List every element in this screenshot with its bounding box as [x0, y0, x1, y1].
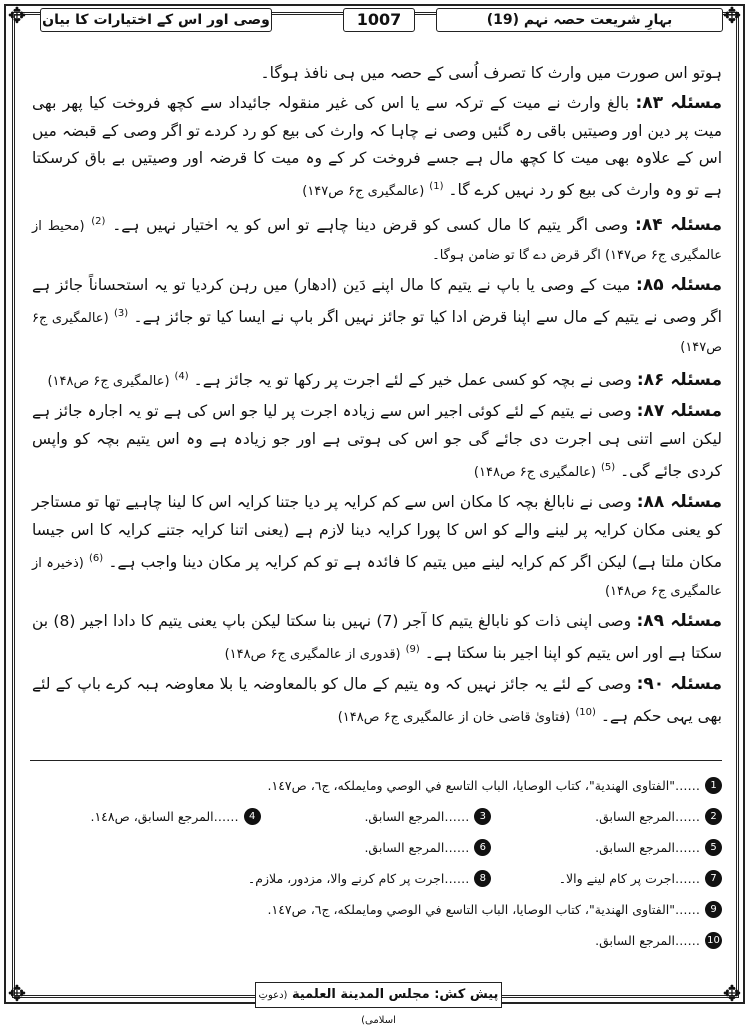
footnote-number[interactable]: 6: [474, 839, 491, 856]
footnote-number[interactable]: 3: [474, 808, 491, 825]
footnote-text: ……المرجع السابق.: [364, 840, 470, 855]
masala-paragraph: [32, 671, 722, 732]
masala-label: مسئلہ ۸۴:: [635, 215, 722, 236]
masala-text: وصی اگر یتیم کا مال کسی کو قرض دینا چاہے تو اس کو یہ اختیار نہیں ہے۔: [112, 216, 629, 235]
masala-paragraph: [32, 398, 722, 487]
paragraph-text: ہوتو اس صورت میں وارث کا تصرف اُسی کے حصہ میں ہی نافذ ہوگا۔: [260, 64, 722, 82]
footer-title: مجلس المدینة العلمیة: [291, 987, 430, 1002]
footnote-item: [491, 870, 722, 887]
footnote-text: ……المرجع السابق.: [595, 840, 700, 855]
page-number: 1007: [343, 8, 415, 32]
masala-text: بالغ وارث نے میت کے ترکہ سے یا اس کی غیر منقولہ جائیداد سے کچھ فروخت کیا پھر بھی میت پر دین اور وصیتیں باقی رہ گئیں وصی نے چاہا کہ وارث کی بیع کو رد کردے تو اگر وصی کے قبضہ میں اس کے علاوہ بھی میت کا کچھ مال ہے جسے فروخت کر کے وہ میت کا قرضہ اور وصیتیں بے باق کرسکتا ہے تو وہ وارث کی بیع کو رد نہیں کرے گا۔: [32, 93, 722, 200]
footnote-row: [30, 925, 722, 956]
reference: (فتاویٰ قاضی خان از عالمگیری ج۶ ص۱۴۸): [337, 709, 571, 725]
masala-paragraph: [32, 608, 722, 669]
footnote-number[interactable]: 10: [705, 932, 722, 949]
reference: (ذخیرہ از عالمگیری ج۶ ص۱۴۸): [32, 555, 722, 600]
reference: (قدوری از عالمگیری ج۶ ص۱۴۸): [224, 647, 401, 663]
footnote-text: ……اجرت پر کام لینے والا۔: [558, 871, 700, 886]
masala-text: وصی نے بچہ کو کسی عمل خیر کے لئے اجرت پر رکھا تو یہ جائز ہے۔: [193, 371, 632, 390]
masala-text: وصی نے یتیم کے لئے کوئی اجیر اس سے زیادہ اجرت پر لیا جو اس کی ہے تو یہ اجارہ جائز ہے لیکن اسے اتنی ہی اجرت دی جائے گی جو اس کی ہوتی ہے اور جو زیادہ ہے وہ اس یتیم بچہ کو واپس کردی جائے گی۔: [32, 402, 722, 481]
footnote-text: ……"الفتاوى الهندية"، كتاب الوصايا، الباب التاسع في الوصي ومايملكه، ج٦، ص١٤٧.: [267, 778, 700, 793]
chapter-title: وصی اور اس کے اختیارات کا بیان: [40, 8, 272, 32]
footnote-row: [30, 801, 722, 832]
footnote-text: ……المرجع السابق.: [595, 809, 700, 824]
footnote-number[interactable]: 8: [474, 870, 491, 887]
footnote-item: [261, 808, 492, 825]
footnote-item: [30, 932, 722, 949]
footnote-item: [30, 901, 722, 918]
reference: (عالمگیری ج۶ ص۱۴۸): [473, 465, 597, 481]
footnote-number[interactable]: 1: [705, 777, 722, 794]
masala-paragraph: [32, 489, 722, 606]
footnote-text: ……المرجع السابق.: [595, 933, 700, 948]
corner-ornament-icon: ✥: [7, 982, 27, 1007]
reference: (محیط از عالمگیری ج۶ ص۱۴۷) اگر قرض دے گا تو ضامن ہوگا۔: [32, 219, 722, 264]
footer-prefix: پیش کش:: [434, 987, 499, 1002]
masala-paragraph: [32, 208, 722, 270]
footnote-item: [30, 777, 722, 794]
publisher-footer: [255, 982, 502, 1026]
footnote-text: ……اجرت پر کام کرنے والا، مزدور، ملازم۔: [247, 871, 470, 886]
book-title: بہارِ شریعت حصہ نہم (19): [436, 8, 723, 32]
footnote-number[interactable]: 2: [705, 808, 722, 825]
corner-ornament-icon: ✥: [722, 4, 742, 29]
footnote-row: [30, 770, 722, 801]
footnote-marker[interactable]: (4): [174, 371, 189, 383]
footnote-marker[interactable]: (1): [429, 181, 444, 193]
footnote-item: [261, 839, 492, 856]
masala-text: میت کے وصی یا باپ نے یتیم کا مال اپنے دَین (ادھار) میں رہن کردیا تو یہ استحساناً جائز ہے اگر وصی نے یتیم کے مال سے اپنا قرض ادا کیا تو جائز نہیں اگر باپ نے ایسا کیا تو جائز ہے۔: [32, 275, 722, 326]
footnote-item: [491, 808, 722, 825]
main-text: [32, 60, 722, 734]
footnote-marker[interactable]: (6): [88, 552, 104, 564]
masala-label: مسئلہ ۸۷:: [636, 401, 722, 422]
footnote-marker[interactable]: (3): [113, 307, 129, 319]
footnote-item: [30, 870, 491, 887]
footnote-marker[interactable]: (2): [91, 216, 106, 228]
masala-label: مسئلہ ۸۹:: [636, 611, 722, 632]
footnote-marker[interactable]: (9): [405, 644, 420, 656]
footnote-row: [30, 894, 722, 925]
masala-label: مسئلہ ۸۳:: [635, 92, 722, 113]
page-header: [18, 8, 735, 32]
footnote-row: [30, 863, 722, 894]
paragraph: [32, 60, 722, 88]
masala-label: مسئلہ ۹۰:: [636, 674, 722, 695]
footnote-item: [491, 839, 722, 856]
footnote-item: [30, 808, 261, 825]
footnote-text: ……المرجع السابق.: [364, 809, 470, 824]
footnote-marker[interactable]: (5): [600, 461, 616, 473]
masala-label: مسئلہ ۸۸:: [636, 491, 722, 512]
footnote-divider: [30, 760, 722, 761]
corner-ornament-icon: ✥: [722, 982, 742, 1007]
masala-label: مسئلہ ۸۶:: [636, 370, 722, 391]
footnote-number[interactable]: 9: [705, 901, 722, 918]
footnote-number[interactable]: 7: [705, 870, 722, 887]
footnote-row: [30, 832, 722, 863]
reference: (عالمگیری ج۶ ص۱۴۷): [302, 184, 425, 200]
masala-paragraph: [32, 272, 722, 362]
footnote-marker[interactable]: (10): [575, 706, 596, 718]
masala-label: مسئلہ ۸۵:: [636, 274, 722, 295]
footnote-number[interactable]: 4: [244, 808, 261, 825]
masala-paragraph: [32, 363, 722, 396]
reference: (عالمگیری ج۶ ص۱۴۷): [32, 310, 722, 355]
footnotes: [30, 770, 722, 956]
masala-text: وصی کے لئے یہ جائز نہیں کہ وہ یتیم کے مال کو بالمعاوضہ یا بلا معاوضہ ہبہ کرے باپ کے لئے بھی یہی حکم ہے۔: [32, 675, 722, 725]
masala-paragraph: [32, 90, 722, 206]
corner-ornament-icon: ✥: [7, 4, 27, 29]
footnote-text: ……"الفتاوى الهندية"، كتاب الوصايا، الباب التاسع في الوصي ومايملكه، ج٦، ص١٤٧.: [267, 902, 700, 917]
footer-subtitle: (دعوتِ اسلامی): [258, 990, 396, 1026]
footnote-text: ……المرجع السابق، ص١٤٨.: [90, 809, 239, 824]
masala-text: وصی نے نابالغ بچہ کا مکان اس سے کم کرایہ پر دیا جتنا کرایہ اس کا لینا چاہیے تھا تو مستاجر کو یعنی مکان کرایہ پر لینے والے کو اس کا پورا کرایہ دینا لازم ہے (یعنی اتنا کرایہ جتنے کرایہ کا اس جیسا مکان ملتا ہے) لیکن اگر کم کرایہ لینے میں یتیم کا فائدہ ہے تو کم کرایہ پر مکان دینا واجب ہے۔: [32, 492, 723, 571]
reference: (عالمگیری ج۶ ص۱۴۸): [47, 374, 170, 390]
footnote-number[interactable]: 5: [705, 839, 722, 856]
masala-text: وصی اپنی ذات کو نابالغ یتیم کا آجر (7) نہیں بنا سکتا لیکن باپ یعنی یتیم کا دادا اجیر (8) بن سکتا ہے اور اس یتیم کو اپنا اجیر بنا سکتا ہے۔: [32, 612, 722, 663]
